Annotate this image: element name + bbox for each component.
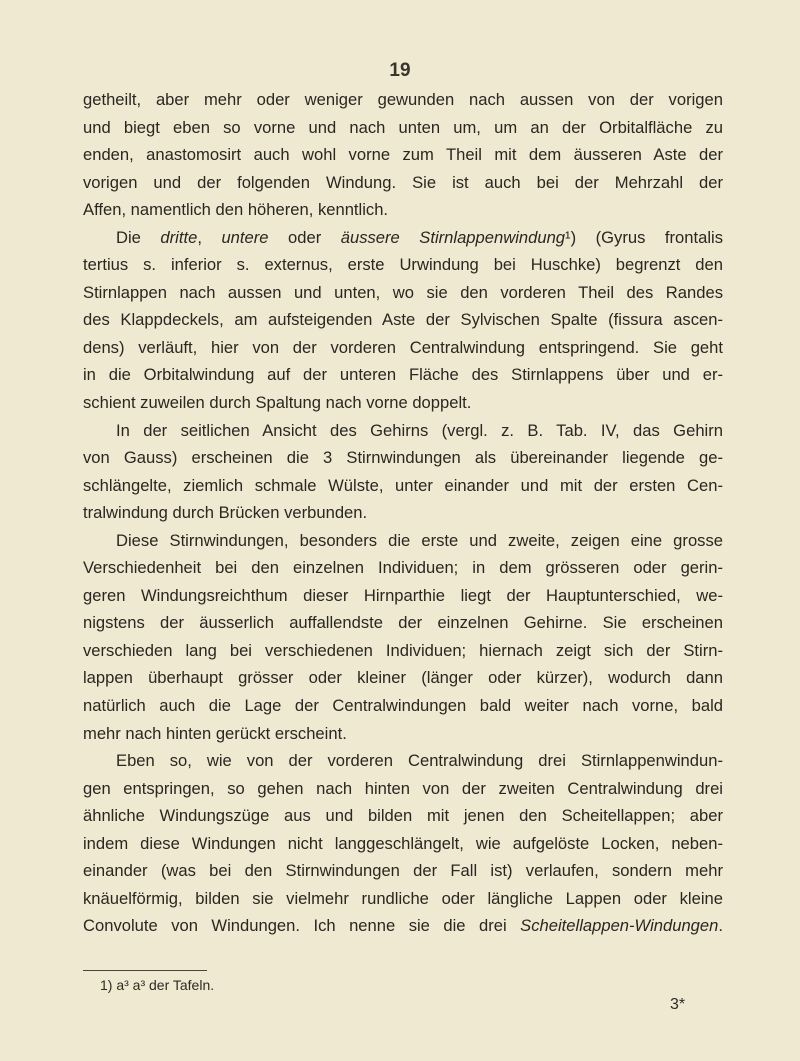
text-line: natürlich auch die Lage der Centralwindungen bald weiter nach vorne, bald — [83, 696, 723, 716]
footnote-divider — [83, 970, 207, 971]
text-run: ¹) (Gyrus frontalis — [565, 227, 723, 247]
text-line — [83, 224, 723, 252]
text-run: Convolute von Windungen. Ich nenne sie die drei — [83, 916, 521, 936]
text-line: verschieden lang bei verschiedenen Individuen; hiernach zeigt sich der Stirn- — [83, 640, 723, 660]
text-line: In der seitlichen Ansicht des Gehirns (vergl. z. B. Tab. IV, das Gehirn — [116, 420, 723, 440]
text-line: des Klappdeckels, am aufsteigenden Aste der Sylvischen Spalte (fissura ascen- — [83, 310, 723, 330]
footnote: 1) a³ a³ der Tafeln. — [100, 977, 215, 993]
italic-term: dritte — [160, 227, 198, 247]
text-line: ähnliche Windungszüge aus und bilden mit jenen den Scheitellappen; aber — [83, 806, 723, 826]
text-line: tertius s. inferior s. externus, erste Urwindung bei Huschke) begrenzt den — [83, 255, 723, 275]
text-line: einander (was bei den Stirnwindungen der Fall ist) verlaufen, sondern mehr — [83, 861, 723, 881]
text-run: , — [197, 227, 222, 247]
text-line: gen entspringen, so gehen nach hinten von der zweiten Centralwindung drei — [83, 778, 723, 798]
text-line: indem diese Windungen nicht langgeschlängelt, wie aufgelöste Locken, neben- — [83, 833, 723, 853]
text-line: enden, anastomosirt auch wohl vorne zum Theil mit dem äusseren Aste der — [83, 145, 723, 165]
text-line: in die Orbitalwindung auf der unteren Fläche des Stirnlappens über und er- — [83, 365, 723, 385]
text-line: Verschiedenheit bei den einzelnen Individuen; in dem grösseren oder gerin- — [83, 558, 723, 578]
text-line: von Gauss) erscheinen die 3 Stirnwindungen als übereinander liegende ge- — [83, 448, 723, 468]
text-line: Affen, namentlich den höheren, kenntlich. — [83, 200, 389, 220]
italic-term: äussere Stirnlappenwindung — [340, 227, 566, 247]
page-number: 19 — [389, 60, 411, 81]
text-line: Stirnlappen nach aussen und unten, wo sie den vorderen Theil des Randes — [83, 282, 723, 302]
body-text — [83, 86, 723, 940]
text-line: geren Windungsreichthum dieser Hirnparthie liegt der Hauptunterschied, we- — [83, 585, 723, 605]
text-line: schlängelte, ziemlich schmale Wülste, unter einander und mit der ersten Cen- — [83, 475, 723, 495]
text-line: nigstens der äusserlich auffallendste der einzelnen Gehirne. Sie erscheinen — [83, 613, 723, 633]
text-run: . — [718, 916, 723, 936]
text-line: knäuelförmig, bilden sie vielmehr rundliche oder längliche Lappen oder kleine — [83, 888, 723, 908]
text-line: und biegt eben so vorne und nach unten um, um an der Orbitalfläche zu — [83, 117, 723, 137]
text-run: oder — [268, 227, 341, 247]
text-line: getheilt, aber mehr oder weniger gewunden nach aussen von der vorigen — [83, 90, 723, 109]
text-line — [83, 912, 723, 940]
printer-signature: 3* — [670, 996, 686, 1013]
text-line: vorigen und der folgenden Windung. Sie ist auch bei der Mehrzahl der — [83, 172, 723, 192]
text-line: Eben so, wie von der vorderen Centralwindung drei Stirnlappenwindun- — [116, 751, 723, 771]
text-line: schient zuweilen durch Spaltung nach vorne doppelt. — [83, 393, 472, 413]
text-line: dens) verläuft, hier von der vorderen Centralwindung entspringend. Sie geht — [83, 337, 723, 357]
italic-term: untere — [221, 227, 269, 247]
text-line: tralwindung durch Brücken verbunden. — [83, 503, 368, 523]
text-line: mehr nach hinten gerückt erscheint. — [83, 723, 347, 743]
text-run: Die — [116, 227, 161, 247]
text-line: Diese Stirnwindungen, besonders die erste und zweite, zeigen eine grosse — [116, 530, 723, 550]
italic-term: Scheitellappen-Windungen — [520, 916, 719, 936]
text-line: lappen überhaupt grösser oder kleiner (länger oder kürzer), wodurch dann — [83, 668, 723, 688]
